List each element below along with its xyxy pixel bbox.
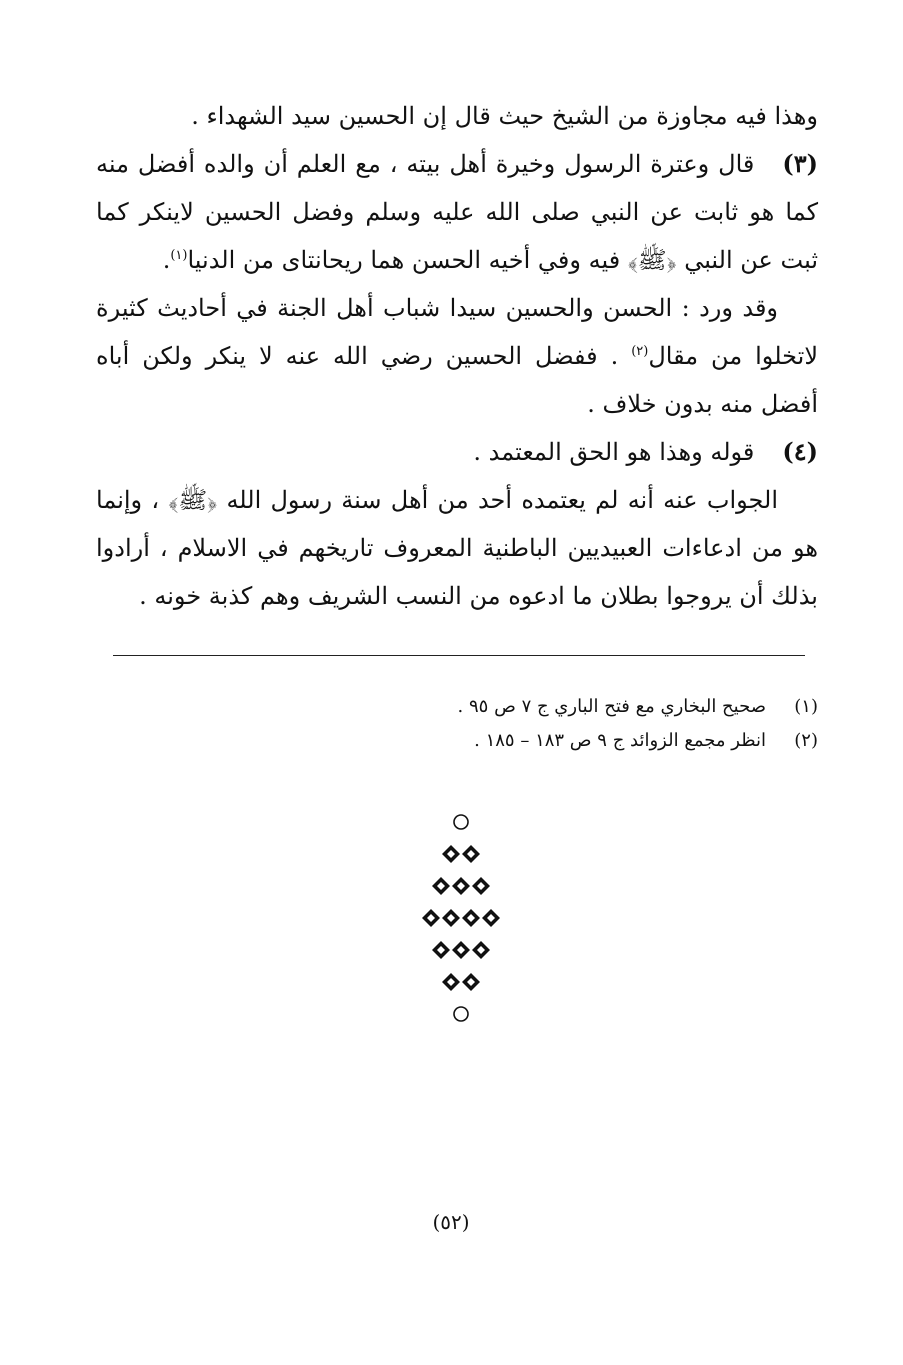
paragraph-3-text-b: . ففضل الحسين رضي الله عنه لا ينكر ولكن أباه أفضل منه بدون خلاف . [96, 342, 818, 418]
ornament-circle-top [454, 815, 468, 829]
decorative-ornament [391, 808, 531, 1078]
paragraph-2-text: قال وعترة الرسول وخيرة أهل بيته ، مع العلم أن والده أفضل منه كما هو ثابت عن النبي صلى الله عليه وسلم وفضل الحسين لاينكر كما ثبت عن النبي [96, 150, 818, 274]
paragraph-4 [96, 428, 818, 476]
flower-ornament-icon [442, 973, 460, 991]
flower-ornament-icon [422, 909, 440, 927]
flower-ornament-icon [452, 877, 470, 895]
footnote-separator [113, 655, 805, 656]
flower-ornament-icon [462, 973, 480, 991]
main-text [96, 92, 818, 620]
flower-ornament-icon [432, 941, 450, 959]
flower-ornament-icon [442, 909, 460, 927]
footnote-ref-1[interactable]: (١) [170, 248, 188, 263]
paragraph-1: وهذا فيه مجاوزة من الشيخ حيث قال إن الحسين سيد الشهداء . [191, 102, 818, 130]
flower-ornament-icon [432, 877, 450, 895]
paragraph-2-text-b: فيه وفي أخيه الحسن هما ريحانتاى من الدنيا [187, 246, 621, 274]
footnote-1 [96, 690, 818, 724]
paragraph-3-text: وقد ورد : الحسن والحسين سيدا شباب أهل الجنة في أحاديث كثيرة لاتخلوا من مقال [96, 294, 819, 370]
item-number-3: (٣) [782, 149, 818, 178]
footnote-2 [96, 724, 818, 758]
paragraph-2 [96, 140, 818, 284]
flower-ornament-icon [482, 909, 500, 927]
footnote-text: انظر مجمع الزوائد ج ٩ ص ١٨٣ – ١٨٥ . [474, 730, 766, 751]
footnote-number: (١) [794, 696, 818, 717]
flower-ornament-icon [452, 941, 470, 959]
flower-ornament-icon [472, 941, 490, 959]
footnote-ref-2[interactable]: (٢) [631, 344, 649, 359]
paragraph-2-end: . [162, 246, 171, 274]
page-number: (٥٢) [432, 1210, 470, 1234]
flower-ornament-icon [462, 845, 480, 863]
salutation-glyph: ﴿ﷺ﴾ [627, 246, 677, 274]
flower-ornament-icon [442, 845, 460, 863]
flower-ornament-icon [462, 909, 480, 927]
paragraph-5 [96, 476, 818, 620]
footnote-number: (٢) [794, 730, 818, 751]
footnotes [96, 690, 818, 758]
flower-ornament-icon [472, 877, 490, 895]
ornament-circle-bottom [454, 1007, 468, 1021]
paragraph-5-text: الجواب عنه أنه لم يعتمده أحد من أهل سنة رسول الله [226, 486, 779, 514]
salutation-glyph: ﴿ﷺ﴾ [168, 486, 218, 514]
paragraph-3 [96, 284, 818, 428]
footnote-text: صحيح البخاري مع فتح الباري ج ٧ ص ٩٥ . [457, 696, 766, 717]
paragraph-4-text: قوله وهذا هو الحق المعتمد . [473, 438, 755, 466]
paragraph-5-text-b: ، وإنما هو من ادعاءات العبيديين الباطنية المعروف تاريخهم في الاسلام ، أرادوا بذلك أن يروجوا بطلان ما ادعوه من النسب الشريف وهم كذبة خونه . [96, 486, 818, 610]
item-number-4: (٤) [782, 437, 818, 466]
